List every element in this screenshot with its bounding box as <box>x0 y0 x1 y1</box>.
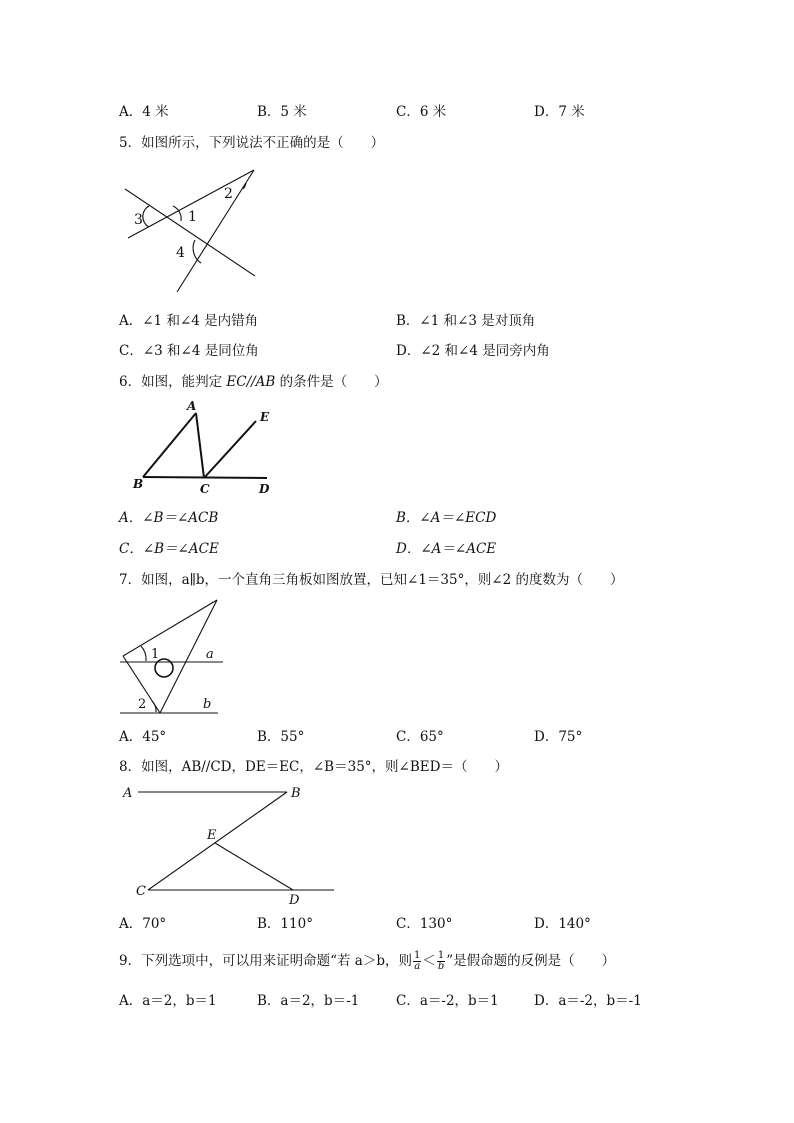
q5-label-2: 2 <box>224 186 233 202</box>
q4-option-d: D．7 米 <box>534 104 585 120</box>
q8-option-d: D．140° <box>534 916 591 932</box>
q5-option-d: D．∠2 和∠4 是同旁内角 <box>396 343 550 359</box>
q5-label-4: 4 <box>176 245 185 261</box>
q5-label-1: 1 <box>188 209 197 225</box>
q8-label-c: C <box>136 884 146 899</box>
q5-option-a: A．∠1 和∠4 是内错角 <box>119 313 259 329</box>
q9-stem <box>119 950 615 972</box>
q7-stem: 7．如图，a∥b，一个直角三角板如图放置，已知∠1＝35°，则∠2 的度数为（ ） <box>119 572 624 588</box>
q6-label-d: D <box>259 482 270 496</box>
q9-stem-post: ”是假命题的反例是（ ） <box>446 953 616 969</box>
q7-option-c: C．65° <box>396 729 444 745</box>
q7-label-a: a <box>206 647 214 662</box>
q7-option-a: A．45° <box>119 729 167 745</box>
q9-stem-pre: 9．下列选项中，可以用来证明命题“若 a＞b，则 <box>119 953 412 969</box>
q8-option-a: A．70° <box>119 916 167 932</box>
q8-figure <box>120 783 340 908</box>
q8-stem: 8．如图，AB//CD，DE＝EC，∠B＝35°，则∠BED＝（ ） <box>119 759 508 775</box>
q9-frac1-den: a <box>414 961 421 972</box>
q4-option-b: B．5 米 <box>257 104 307 120</box>
q6-label-a: A <box>187 399 197 413</box>
q9-option-b: B．a＝2，b＝-1 <box>257 993 360 1009</box>
q6-seg-ba <box>143 413 196 477</box>
q7-figure <box>118 598 228 718</box>
q6-label-c: C <box>200 482 210 496</box>
q5-arc-3 <box>143 206 149 227</box>
q7-option-b: B．55° <box>257 729 305 745</box>
q8-label-a: A <box>123 786 133 801</box>
q5-option-c: C．∠3 和∠4 是同位角 <box>119 343 259 359</box>
q5-line-1 <box>125 189 255 276</box>
q8-option-b: B．110° <box>257 916 313 932</box>
q5-stem: 5．如图所示，下列说法不正确的是（ ） <box>119 135 385 151</box>
q9-frac2-num: 1 <box>437 950 445 961</box>
q9-option-d: D．a＝-2，b＝-1 <box>534 993 642 1009</box>
q7-label-2: 2 <box>138 697 147 712</box>
q5-option-b: B．∠1 和∠3 是对顶角 <box>396 313 536 329</box>
q9-frac1-num: 1 <box>413 950 421 961</box>
q9-option-a: A．a＝2，b＝1 <box>119 993 217 1009</box>
q4-option-c: C．6 米 <box>396 104 447 120</box>
q5-label-3: 3 <box>134 212 143 228</box>
q6-stem-pre: 6．如图，能判定 <box>119 374 227 390</box>
q9-fraction-2 <box>437 951 445 972</box>
q6-label-b: B <box>133 477 144 491</box>
q5-figure <box>115 165 265 295</box>
q6-figure <box>130 398 280 498</box>
q5-arc-4 <box>193 240 201 263</box>
q8-label-d: D <box>289 893 300 908</box>
q7-arc-1 <box>141 646 146 661</box>
q6-stem-math: EC//AB <box>226 374 276 390</box>
q6-seg-ac <box>196 413 204 478</box>
q7-label-1: 1 <box>151 647 160 662</box>
q4-option-a: A．4 米 <box>119 104 169 120</box>
q9-option-c: C．a＝-2，b＝1 <box>396 993 499 1009</box>
q9-lt: ＜ <box>422 953 436 969</box>
q7-label-b: b <box>203 697 212 712</box>
q7-option-d: D．75° <box>534 729 583 745</box>
q6-option-c: C．∠B＝∠ACE <box>119 541 219 557</box>
q6-label-e: E <box>260 410 270 424</box>
q6-option-a: A．∠B＝∠ACB <box>119 510 219 526</box>
q8-label-e: E <box>207 828 217 843</box>
q8-seg-ed <box>215 843 293 890</box>
q6-option-b: B．∠A＝∠ECD <box>396 510 497 526</box>
q6-stem-post: 的条件是（ ） <box>275 374 388 390</box>
q6-option-d: D．∠A＝∠ACE <box>396 541 497 557</box>
q8-option-c: C．130° <box>396 916 453 932</box>
q9-fraction-1 <box>413 951 421 972</box>
q6-seg-ce <box>204 421 256 478</box>
q8-label-b: B <box>291 786 301 801</box>
q9-frac2-den: b <box>437 961 445 972</box>
q8-seg-bc <box>148 792 287 890</box>
q7-arc-2 <box>152 701 156 712</box>
q6-stem <box>119 373 388 391</box>
